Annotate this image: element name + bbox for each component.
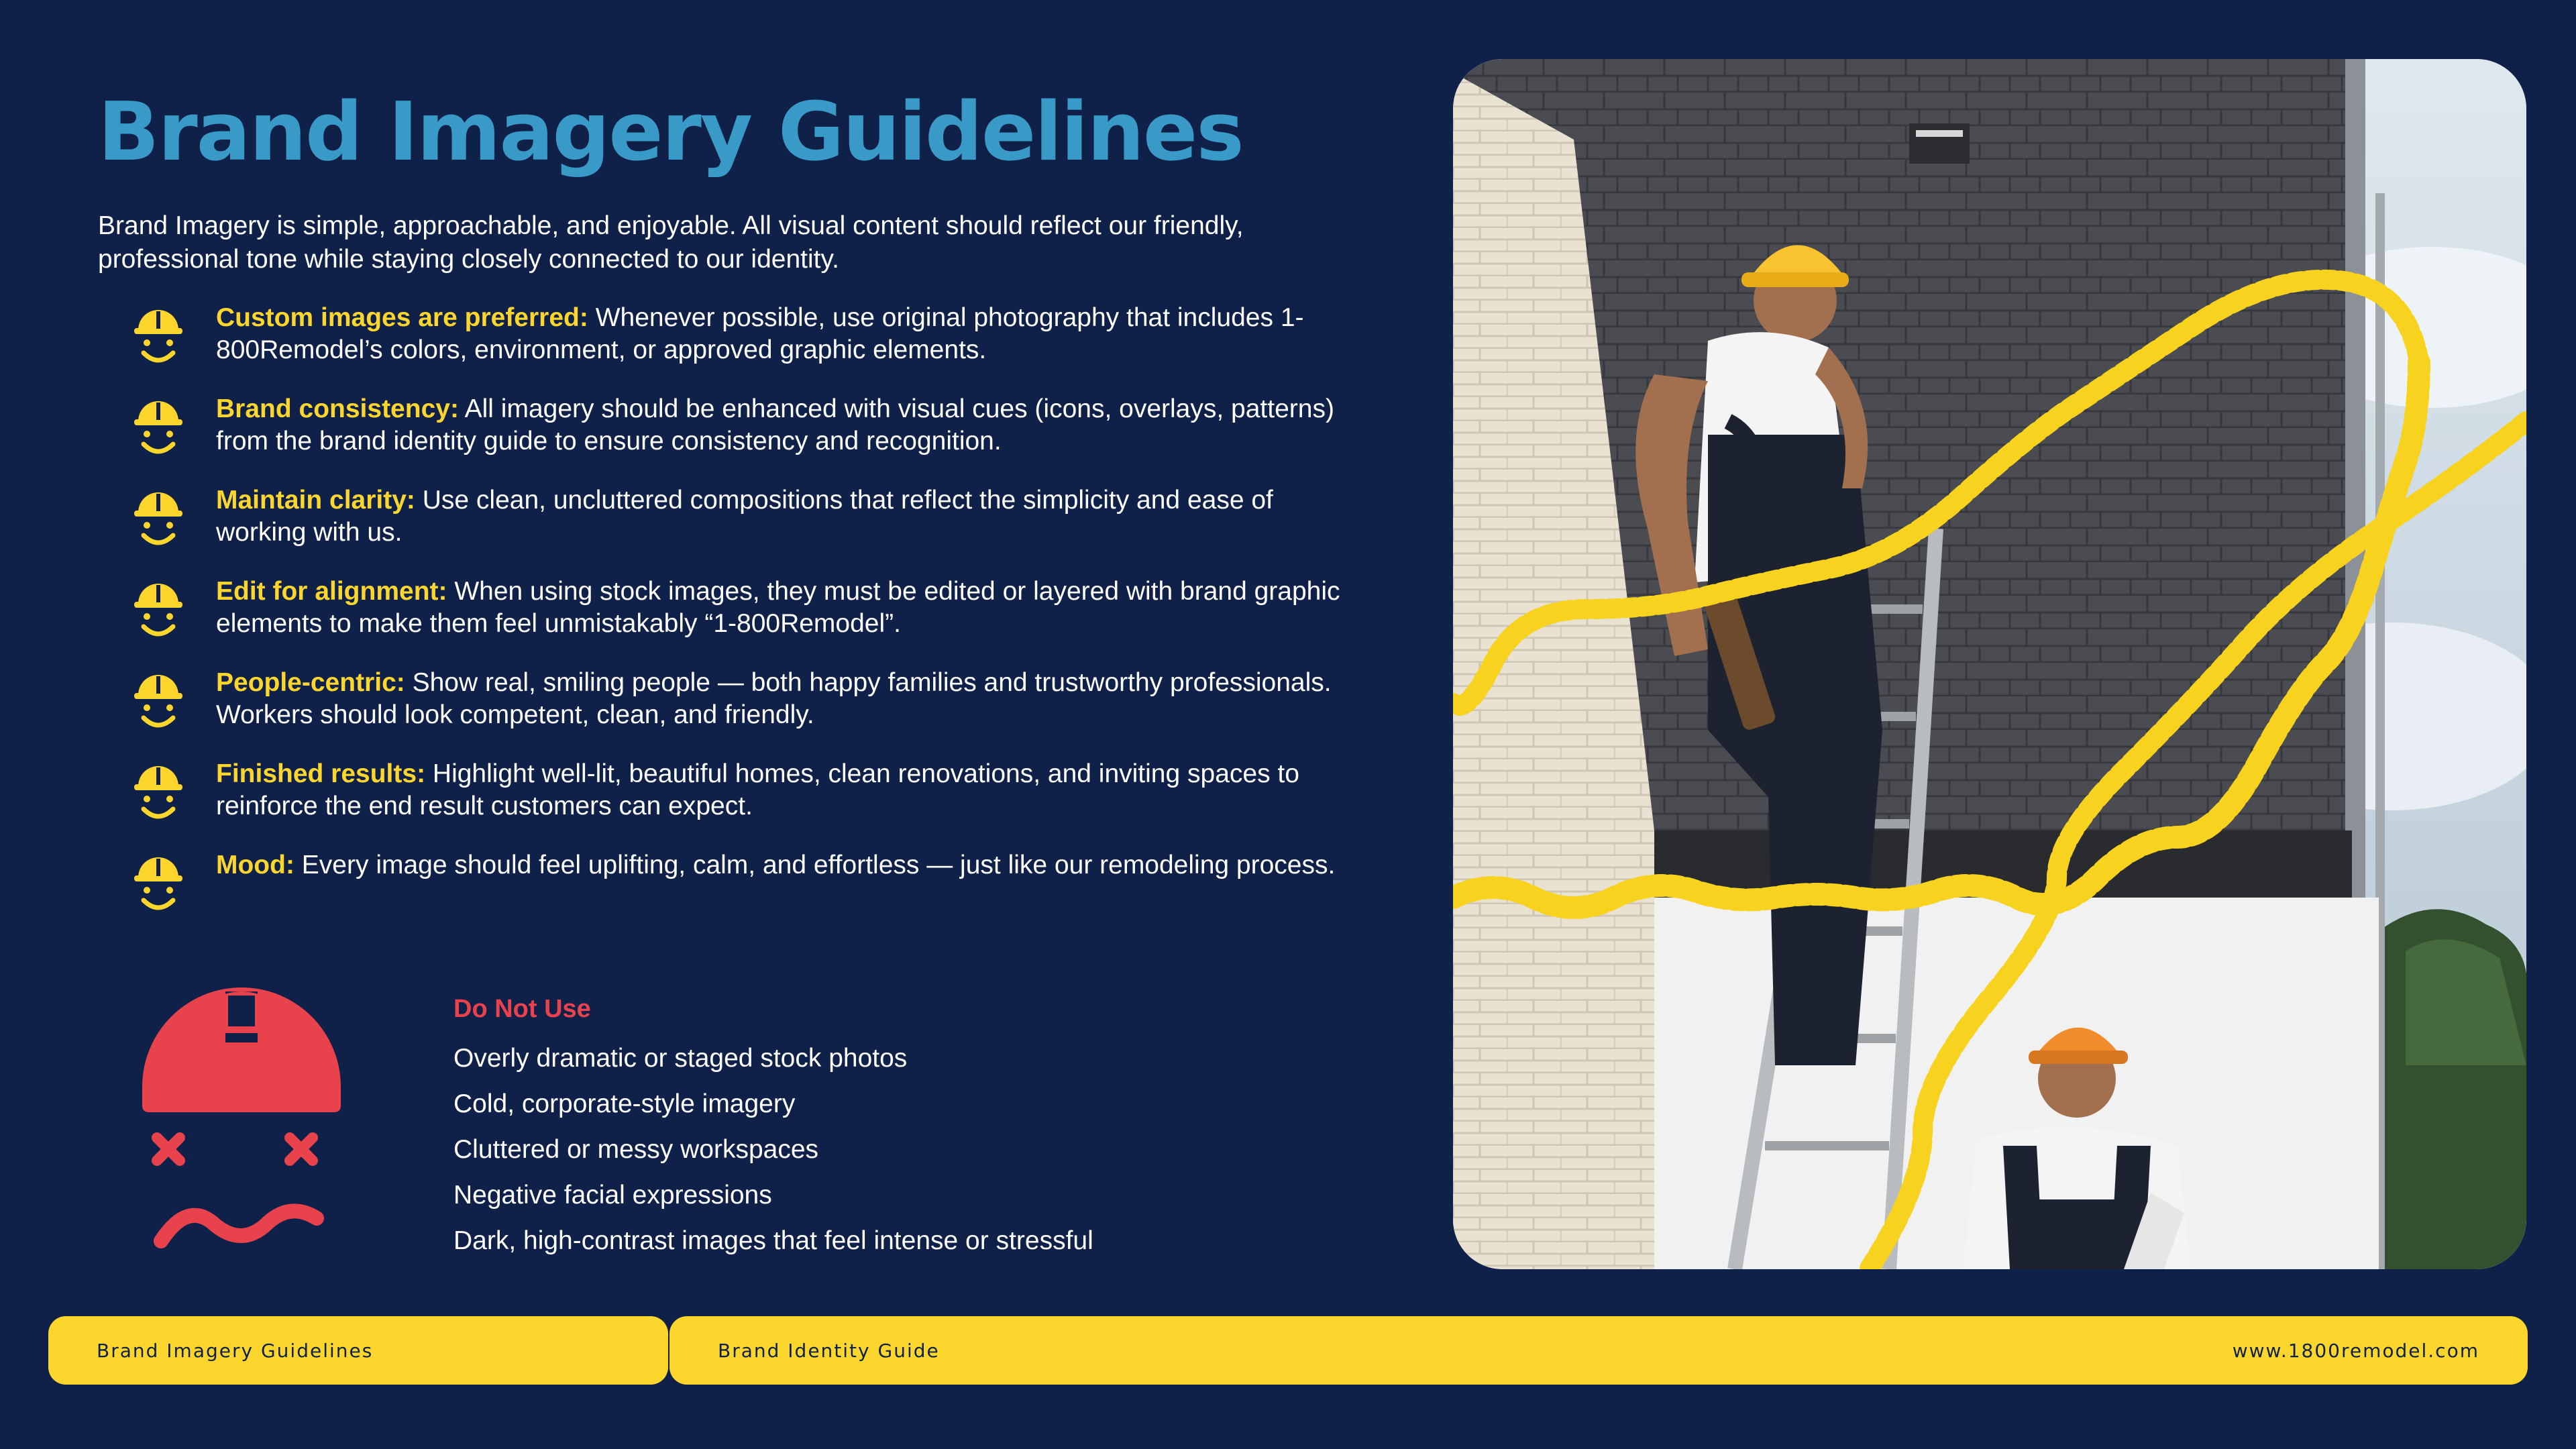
guideline-description: Use clean, uncluttered compositions that reflect the simplicity and ease of working with us. [216,486,1273,547]
guideline-description: Highlight well-lit, beautiful homes, clean renovations, and inviting spaces to reinforce the end result customers can expect. [216,759,1299,820]
guideline-item [134,393,1375,484]
guideline-item [134,667,1375,758]
guideline-label: People-centric: [216,668,405,697]
guideline-description: All imagery should be enhanced with visual cues (icons, overlays, patterns) from the brand identity guide to ensure consistency and recognition. [216,394,1334,455]
guideline-item [134,758,1375,849]
hero-photo [1453,59,2526,1269]
footer-url[interactable]: www.1800remodel.com [2232,1339,2479,1362]
guideline-text [216,849,1356,881]
smiling-hardhat-icon [134,672,182,733]
guideline-item [134,302,1375,393]
smiling-hardhat-icon [134,763,182,824]
guidelines-list [134,302,1375,941]
do-not-use-item: Overly dramatic or staged stock photos [453,1044,908,1073]
intro-paragraph: Brand Imagery is simple, approachable, and enjoyable. All visual content should reflect our friendly, professional tone while staying closely connected to our identity. [98,211,1244,274]
guideline-label: Edit for alignment: [216,577,447,606]
guideline-label: Custom images are preferred: [216,303,588,332]
guideline-description: Whenever possible, use original photography that includes 1-800Remodel’s colors, environment, or approved graphic elements. [216,303,1304,364]
guideline-description: Show real, smiling people — both happy families and trustworthy professionals. Workers should look competent, clean, and friendly. [216,668,1332,729]
footer-guide-label: Brand Identity Guide [718,1339,940,1362]
smiling-hardhat-icon [134,398,182,459]
guideline-label: Finished results: [216,759,426,788]
do-not-use-heading: Do Not Use [453,995,591,1023]
guideline-description: Every image should feel uplifting, calm, and effortless — just like our remodeling process. [294,851,1336,879]
page-title: Brand Imagery Guidelines [98,86,1243,179]
guideline-item [134,849,1375,941]
footer-section-label: Brand Imagery Guidelines [97,1339,374,1362]
do-not-use-item: Negative facial expressions [453,1181,772,1210]
guideline-label: Brand consistency: [216,394,459,423]
guideline-text [216,576,1356,640]
smiling-hardhat-icon [134,307,182,368]
do-not-use-panel [453,990,1093,1264]
guideline-description: When using stock images, they must be edited or layered with brand graphic elements to make them feel unmistakably “1-800Remodel”. [216,577,1340,638]
guideline-text [216,393,1356,458]
guideline-label: Mood: [216,851,294,879]
footer-section-tab [48,1316,668,1385]
guideline-text [216,758,1356,822]
guideline-text [216,484,1356,549]
guideline-item [134,484,1375,576]
do-not-use-item: Cold, corporate-style imagery [453,1089,796,1118]
guideline-text [216,302,1356,366]
workers-on-ladder-illustration [1453,59,2526,1269]
guideline-item [134,576,1375,667]
smiling-hardhat-icon [134,490,182,550]
footer-bar [669,1316,2528,1385]
guideline-label: Maintain clarity: [216,486,415,515]
guideline-text [216,667,1356,731]
do-not-use-item: Dark, high-contrast images that feel intense or stressful [453,1226,1093,1255]
do-not-use-item: Cluttered or messy workspaces [453,1135,819,1164]
frowning-hardhat-icon [134,986,349,1268]
smiling-hardhat-icon [134,855,182,915]
smiling-hardhat-icon [134,581,182,641]
